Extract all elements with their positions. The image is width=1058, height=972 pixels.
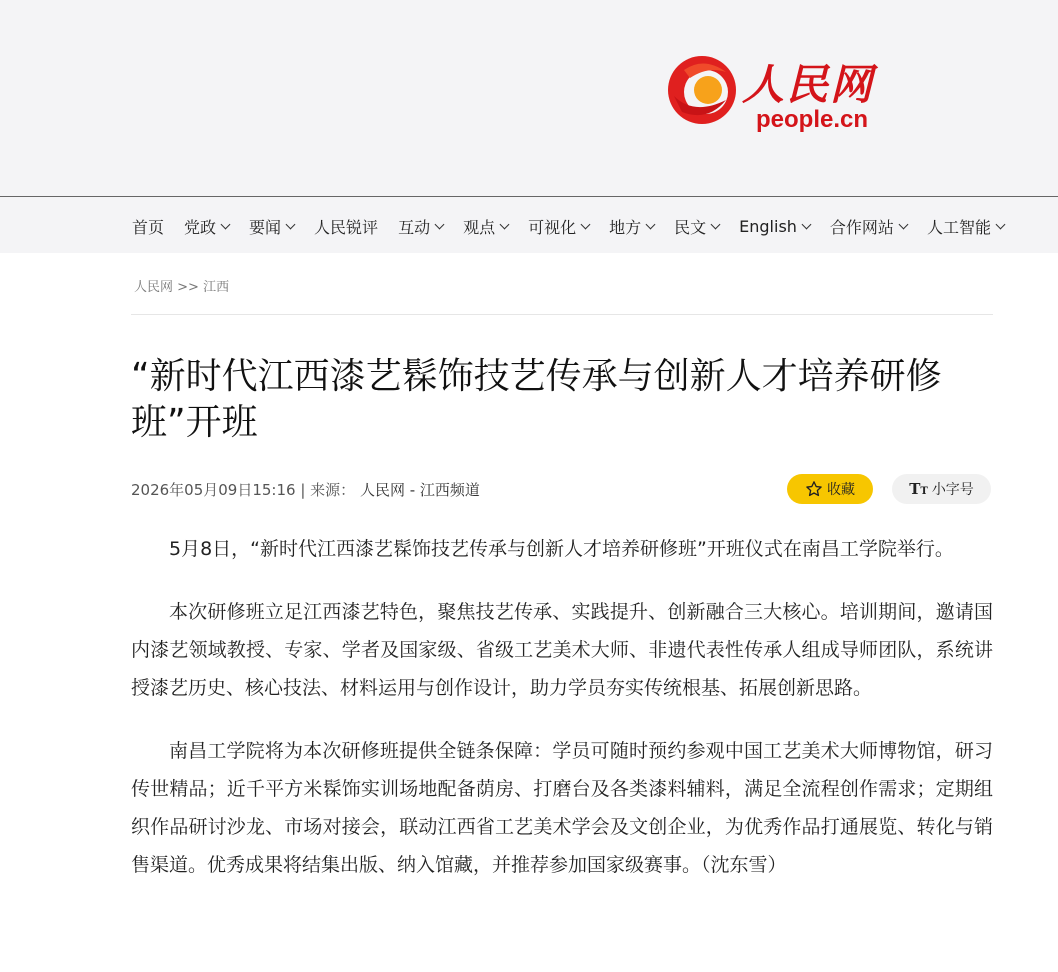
people-logo[interactable]	[664, 50, 894, 136]
nav-item-label: 合作网站	[829, 218, 894, 237]
chevron-down-icon	[711, 220, 721, 230]
chevron-down-icon	[221, 220, 231, 230]
chevron-down-icon	[435, 220, 445, 230]
nav-item[interactable]	[249, 215, 294, 238]
chevron-down-icon	[581, 220, 591, 230]
nav-item-label: 首页	[132, 218, 165, 237]
logo-text-cn: 人民网	[742, 60, 875, 109]
nav-item-label: 要闻	[249, 218, 282, 237]
nav-item-label: 互动	[398, 218, 431, 237]
chevron-down-icon	[646, 220, 656, 230]
publish-datetime: 2026年05月09日15:16	[131, 481, 296, 499]
breadcrumb-separator: >>	[177, 280, 199, 295]
logo-emblem-icon	[664, 52, 740, 128]
nav-item[interactable]	[184, 215, 229, 238]
nav-item[interactable]	[528, 215, 589, 238]
nav-item-label: 党政	[184, 218, 217, 237]
favorite-button[interactable]	[787, 474, 873, 504]
nav-item[interactable]	[674, 215, 719, 238]
nav-item-label: 地方	[609, 218, 642, 237]
article-body	[131, 530, 993, 909]
main-nav	[0, 196, 1058, 253]
nav-item-label: 民文	[674, 218, 707, 237]
chevron-down-icon	[286, 220, 296, 230]
breadcrumb-divider	[131, 314, 993, 315]
nav-item[interactable]	[314, 215, 378, 238]
nav-item-label: 人民锐评	[314, 218, 379, 237]
nav-item[interactable]	[463, 215, 508, 238]
article-title: “新时代江西漆艺髹饰技艺传承与创新人才培养研修班”开班	[131, 356, 942, 443]
nav-item[interactable]	[830, 215, 907, 238]
source-label: | 来源：	[300, 481, 356, 499]
article-paragraph: 南昌工学院将为本次研修班提供全链条保障：学员可随时预约参观中国工艺美术大师博物馆，研习传世精品；近千平方米髹饰实训场地配备荫房、打磨台及各类漆料辅料，满足全流程创作需求；定期组织作品研讨沙龙、市场对接会，联动江西省工艺美术学会及文创企业，为优秀作品打通展览、转化与销售渠道。优秀成果将结集出版、纳入馆藏，并推荐参加国家级赛事。（沈东雪）	[131, 740, 993, 876]
chevron-down-icon	[996, 220, 1006, 230]
chevron-down-icon	[500, 220, 510, 230]
font-size-icon: TT	[909, 480, 928, 498]
nav-item[interactable]	[398, 215, 443, 238]
nav-item-label: 人工智能	[926, 218, 991, 237]
site-header	[0, 0, 1058, 196]
article-meta	[131, 479, 480, 500]
nav-item-label: 观点	[463, 218, 496, 237]
font-size-label: 小字号	[931, 482, 974, 498]
font-size-button[interactable]	[892, 474, 991, 504]
chevron-down-icon	[898, 220, 908, 230]
article-paragraph: 本次研修班立足江西漆艺特色，聚焦技艺传承、实践提升、创新融合三大核心。培训期间，邀请国内漆艺领域教授、专家、学者及国家级、省级工艺美术大师、非遗代表性传承人组成导师团队，系统讲授漆艺历史、核心技法、材料运用与创作设计，助力学员夯实传统根基、拓展创新思路。	[131, 601, 993, 699]
nav-item-label: 可视化	[528, 218, 577, 237]
nav-item[interactable]	[927, 215, 1004, 238]
star-icon	[805, 480, 823, 498]
breadcrumb-current-link[interactable]: 江西	[203, 280, 230, 295]
breadcrumb	[134, 276, 229, 295]
article-paragraph: 5月8日，“新时代江西漆艺髹饰技艺传承与创新人才培养研修班”开班仪式在南昌工学院举行。	[169, 538, 954, 560]
favorite-label: 收藏	[827, 482, 855, 498]
source-link[interactable]: 人民网 - 江西频道	[359, 481, 480, 499]
nav-item[interactable]	[739, 215, 810, 238]
breadcrumb-home-link[interactable]: 人民网	[134, 280, 174, 295]
chevron-down-icon	[801, 220, 811, 230]
nav-list	[132, 215, 1024, 238]
nav-item[interactable]	[609, 215, 654, 238]
nav-item[interactable]	[132, 215, 164, 238]
nav-item-label: English	[739, 217, 797, 236]
logo-text-en: people.cn	[756, 106, 869, 133]
